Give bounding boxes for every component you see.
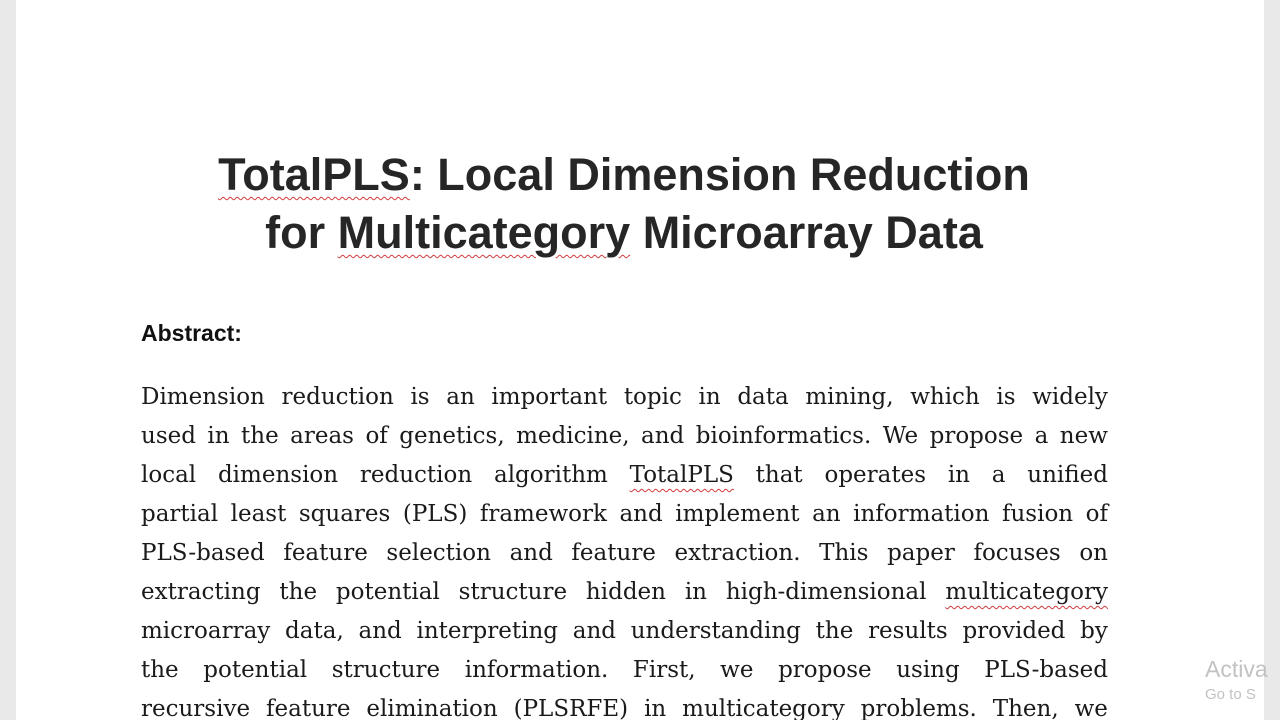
abstract-word: and <box>572 618 616 644</box>
watermark-line-2: Go to S <box>1205 686 1256 703</box>
spellcheck-word[interactable]: multicategory <box>945 579 1108 605</box>
abstract-word: (PLS) <box>402 501 468 527</box>
abstract-word: in <box>207 423 230 449</box>
watermark-line-1: Activa <box>1205 656 1268 682</box>
abstract-word: important <box>491 384 608 410</box>
abstract-word: and <box>641 423 685 449</box>
abstract-word: and <box>619 501 663 527</box>
right-gutter <box>1264 0 1280 720</box>
abstract-word: which <box>910 384 980 410</box>
abstract-word: First, <box>632 657 696 683</box>
abstract-word: data, <box>285 618 344 644</box>
abstract-word: framework <box>479 501 607 527</box>
title-line-1 <box>0 146 1264 204</box>
abstract-word: PLS-based <box>984 657 1108 683</box>
abstract-line <box>141 612 1108 651</box>
abstract-word: we <box>720 657 754 683</box>
abstract-word: is <box>996 384 1016 410</box>
left-gutter <box>0 0 16 720</box>
abstract-word: we <box>1074 696 1108 720</box>
abstract-word: implement <box>675 501 800 527</box>
abstract-word: paper <box>887 540 955 566</box>
abstract-word: medicine, <box>516 423 630 449</box>
abstract-word: feature <box>283 540 368 566</box>
abstract-word: areas <box>290 423 354 449</box>
abstract-word: a <box>1034 423 1049 449</box>
abstract-word: information <box>853 501 990 527</box>
abstract-word: and <box>358 618 402 644</box>
abstract-line <box>141 690 1108 720</box>
abstract-word: partial <box>141 501 219 527</box>
abstract-word: bioinformatics. <box>695 423 872 449</box>
abstract-line <box>141 378 1108 417</box>
abstract-word: problems. <box>860 696 977 720</box>
abstract-word: (PLSRFE) <box>513 696 629 720</box>
abstract-word: We <box>882 423 919 449</box>
abstract-word: information. <box>464 657 609 683</box>
abstract-word: of <box>1085 501 1108 527</box>
abstract-word: in <box>947 462 970 488</box>
abstract-word: Then, <box>992 696 1059 720</box>
abstract-word: multicategory <box>682 696 845 720</box>
abstract-line <box>141 417 1108 456</box>
abstract-word: PLS-based <box>141 540 265 566</box>
abstract-word: fusion <box>1001 501 1074 527</box>
abstract-word: reduction <box>281 384 394 410</box>
abstract-word: potential <box>335 579 440 605</box>
abstract-word: results <box>868 618 948 644</box>
abstract-word: reduction <box>359 462 473 488</box>
abstract-word: focuses <box>973 540 1061 566</box>
abstract-word: provided <box>962 618 1066 644</box>
abstract-line <box>141 534 1108 573</box>
abstract-word: the <box>815 618 854 644</box>
abstract-word: algorithm <box>493 462 608 488</box>
abstract-word: local <box>141 462 197 488</box>
abstract-word: an <box>812 501 841 527</box>
abstract-word: operates <box>824 462 927 488</box>
abstract-word: This <box>819 540 869 566</box>
abstract-word: widely <box>1032 384 1108 410</box>
abstract-word: in <box>698 384 721 410</box>
abstract-word: selection <box>386 540 491 566</box>
title-line-2-pre: for <box>265 207 338 258</box>
abstract-word: potential <box>203 657 308 683</box>
abstract-word: elimination <box>366 696 498 720</box>
activation-watermark <box>1205 654 1268 706</box>
abstract-word: feature <box>265 696 351 720</box>
abstract-word: propose <box>778 657 872 683</box>
abstract-word: high-dimensional <box>725 579 927 605</box>
abstract-word: propose <box>929 423 1024 449</box>
abstract-word: the <box>279 579 318 605</box>
abstract-line <box>141 456 1108 495</box>
abstract-word: that <box>755 462 803 488</box>
abstract-word: by <box>1080 618 1108 644</box>
abstract-word: hidden <box>585 579 666 605</box>
abstract-word: mining, <box>805 384 894 410</box>
abstract-word: unified <box>1027 462 1108 488</box>
abstract-word: on <box>1079 540 1108 566</box>
abstract-word: used <box>141 423 196 449</box>
abstract-word: interpreting <box>416 618 558 644</box>
abstract-heading: Abstract: <box>141 320 242 346</box>
spellcheck-word-multicategory[interactable]: Multicategory <box>337 207 631 258</box>
abstract-word: extracting <box>141 579 261 605</box>
abstract-word: genetics, <box>399 423 505 449</box>
abstract-word: the <box>141 657 179 683</box>
abstract-word: structure <box>458 579 568 605</box>
abstract-word: and <box>509 540 553 566</box>
abstract-word: data <box>737 384 789 410</box>
abstract-word: the <box>241 423 279 449</box>
abstract-line <box>141 573 1108 612</box>
abstract-word: new <box>1059 423 1108 449</box>
abstract-word: feature <box>571 540 656 566</box>
abstract-word: microarray <box>141 618 271 644</box>
abstract-line <box>141 495 1108 534</box>
title-line-1-rest: : Local Dimension Reduction <box>409 149 1030 200</box>
abstract-word: structure <box>331 657 441 683</box>
abstract-body <box>141 378 1108 720</box>
abstract-word: Dimension <box>141 384 265 410</box>
spellcheck-word[interactable]: TotalPLS <box>629 462 734 488</box>
abstract-word: of <box>365 423 388 449</box>
abstract-word: topic <box>623 384 682 410</box>
abstract-line <box>141 651 1108 690</box>
title-line-2 <box>0 204 1264 262</box>
abstract-word: in <box>644 696 667 720</box>
title-line-2-rest: Microarray Data <box>630 207 983 258</box>
abstract-word: least <box>230 501 287 527</box>
abstract-word: extraction. <box>674 540 801 566</box>
document-title <box>0 146 1264 262</box>
abstract-word: dimension <box>217 462 339 488</box>
spellcheck-word-totalpls[interactable]: TotalPLS <box>218 149 410 200</box>
abstract-word: recursive <box>141 696 251 720</box>
abstract-word: is <box>410 384 430 410</box>
abstract-word: in <box>684 579 707 605</box>
abstract-word: understanding <box>630 618 801 644</box>
abstract-word: an <box>446 384 475 410</box>
abstract-word: squares <box>298 501 391 527</box>
abstract-word: using <box>896 657 960 683</box>
abstract-word: a <box>991 462 1006 488</box>
